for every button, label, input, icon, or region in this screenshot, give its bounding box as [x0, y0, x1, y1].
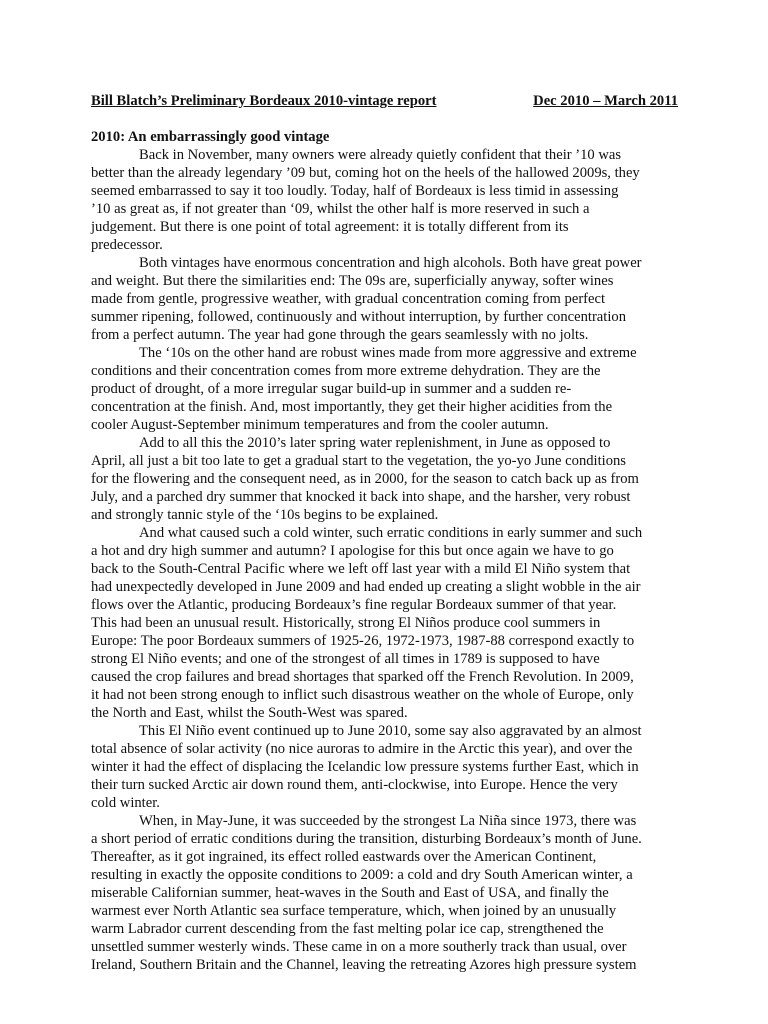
text-line: When, in May-June, it was succeeded by the strongest La Niña since 1973, there was — [139, 813, 637, 829]
text-line: predecessor. — [91, 237, 163, 253]
text-line: April, all just a bit too late to get a gradual start to the vegetation, the yo-yo June conditions — [91, 453, 626, 469]
report-body — [91, 128, 678, 974]
text-line: strong El Niño events; and one of the strongest of all times in 1789 is supposed to have — [91, 651, 600, 667]
text-line: Ireland, Southern Britain and the Channel, leaving the retreating Azores high pressure system — [91, 957, 637, 973]
text-line: it had not been strong enough to inflict such disastrous weather on the whole of Europe, only — [91, 687, 634, 703]
text-line: warm Labrador current descending from the fast melting polar ice cap, strengthened the — [91, 921, 604, 937]
text-line: seemed embarrassed to say it too loudly. Today, half of Bordeaux is less timid in assessing — [91, 183, 619, 199]
text-line: conditions and their concentration comes from more extreme dehydration. They are the — [91, 363, 601, 379]
text-line: July, and a parched dry summer that knocked it back into shape, and the harsher, very robust — [91, 489, 631, 505]
section-title: 2010: An embarrassingly good vintage — [91, 129, 330, 145]
text-line: summer ripening, followed, continuously and without interruption, by further concentration — [91, 309, 626, 325]
text-line: the North and East, whilst the South-West was spared. — [91, 705, 408, 721]
text-line: cooler August-September minimum temperatures and from the cooler autumn. — [91, 417, 549, 433]
paragraph — [91, 344, 678, 434]
text-line: The ‘10s on the other hand are robust wines made from more aggressive and extreme — [139, 345, 637, 361]
text-line: ’10 as great as, if not greater than ‘09, whilst the other half is more reserved in such a — [91, 201, 590, 217]
text-line: product of drought, of a more irregular sugar build-up in summer and a sudden re- — [91, 381, 572, 397]
paragraph — [91, 254, 678, 344]
text-line: miserable Californian summer, heat-waves in the South and East of USA, and finally the — [91, 885, 609, 901]
text-line: a hot and dry high summer and autumn? I apologise for this but once again we have to go — [91, 543, 614, 559]
paragraph — [91, 812, 678, 974]
text-line: for the flowering and the consequent need, as in 2000, for the season to catch back up as from — [91, 471, 639, 487]
text-line: their turn sucked Arctic air down round them, anti-clockwise, into Europe. Hence the very — [91, 777, 618, 793]
paragraph — [91, 722, 678, 812]
text-line: back to the South-Central Pacific where we left off last year with a mild El Niño system that — [91, 561, 631, 577]
text-line: flows over the Atlantic, producing Bordeaux’s fine regular Bordeaux summer of that year. — [91, 597, 617, 613]
text-line: concentration at the finish. And, most importantly, they get their higher acidities from the — [91, 399, 613, 415]
text-line: judgement. But there is one point of total agreement: it is totally different from its — [91, 219, 569, 235]
text-line: This El Niño event continued up to June 2010, some say also aggravated by an almost — [139, 723, 642, 739]
text-line: winter it had the effect of displacing the Icelandic low pressure systems further East, which in — [91, 759, 639, 775]
text-line: Thereafter, as it got ingrained, its effect rolled eastwards over the American Continent, — [91, 849, 597, 865]
text-line: caused the crop failures and bread shortages that sparked off the French Revolution. In 2009, — [91, 669, 634, 685]
text-line: Europe: The poor Bordeaux summers of 1925-26, 1972-1973, 1987-88 correspond exactly to — [91, 633, 635, 649]
paragraph-container — [91, 146, 678, 974]
paragraph — [91, 434, 678, 524]
text-line: This had been an unusual result. Historically, strong El Niños produce cool summers in — [91, 615, 601, 631]
text-line: total absence of solar activity (no nice auroras to admire in the Arctic this year), and over the — [91, 741, 633, 757]
text-line: and weight. But there the similarities end: The 09s are, superficially anyway, softer wines — [91, 273, 614, 289]
text-line: had unexpectedly developed in June 2009 and had ended up creating a slight wobble in the air — [91, 579, 641, 595]
paragraph — [91, 524, 678, 722]
report-date: Dec 2010 – March 2011 — [533, 93, 678, 109]
text-line: and strongly tannic style of the ‘10s begins to be explained. — [91, 507, 439, 523]
text-line: better than the already legendary ’09 but, coming hot on the heels of the hallowed 2009s, they — [91, 165, 640, 181]
text-line: warmest ever North Atlantic sea surface temperature, which, when joined by an unusually — [91, 903, 617, 919]
text-line: made from gentle, progressive weather, with gradual concentration coming from perfect — [91, 291, 606, 307]
text-line: cold winter. — [91, 795, 160, 811]
text-line: a short period of erratic conditions during the transition, disturbing Bordeaux’s month of June. — [91, 831, 642, 847]
paragraph — [91, 146, 678, 254]
report-title: Bill Blatch’s Preliminary Bordeaux 2010-vintage report — [91, 93, 437, 109]
text-line: unsettled summer westerly winds. These came in on a more southerly track than usual, over — [91, 939, 627, 955]
text-line: And what caused such a cold winter, such erratic conditions in early summer and such — [139, 525, 643, 541]
text-line: from a perfect autumn. The year had gone through the gears seamlessly with no jolts. — [91, 327, 589, 343]
text-line: Both vintages have enormous concentration and high alcohols. Both have great power — [139, 255, 642, 271]
text-line: Add to all this the 2010’s later spring water replenishment, in June as opposed to — [139, 435, 611, 451]
text-line: resulting in exactly the opposite conditions to 2009: a cold and dry South American winter, a — [91, 867, 633, 883]
text-line: Back in November, many owners were already quietly confident that their ’10 was — [139, 147, 622, 163]
